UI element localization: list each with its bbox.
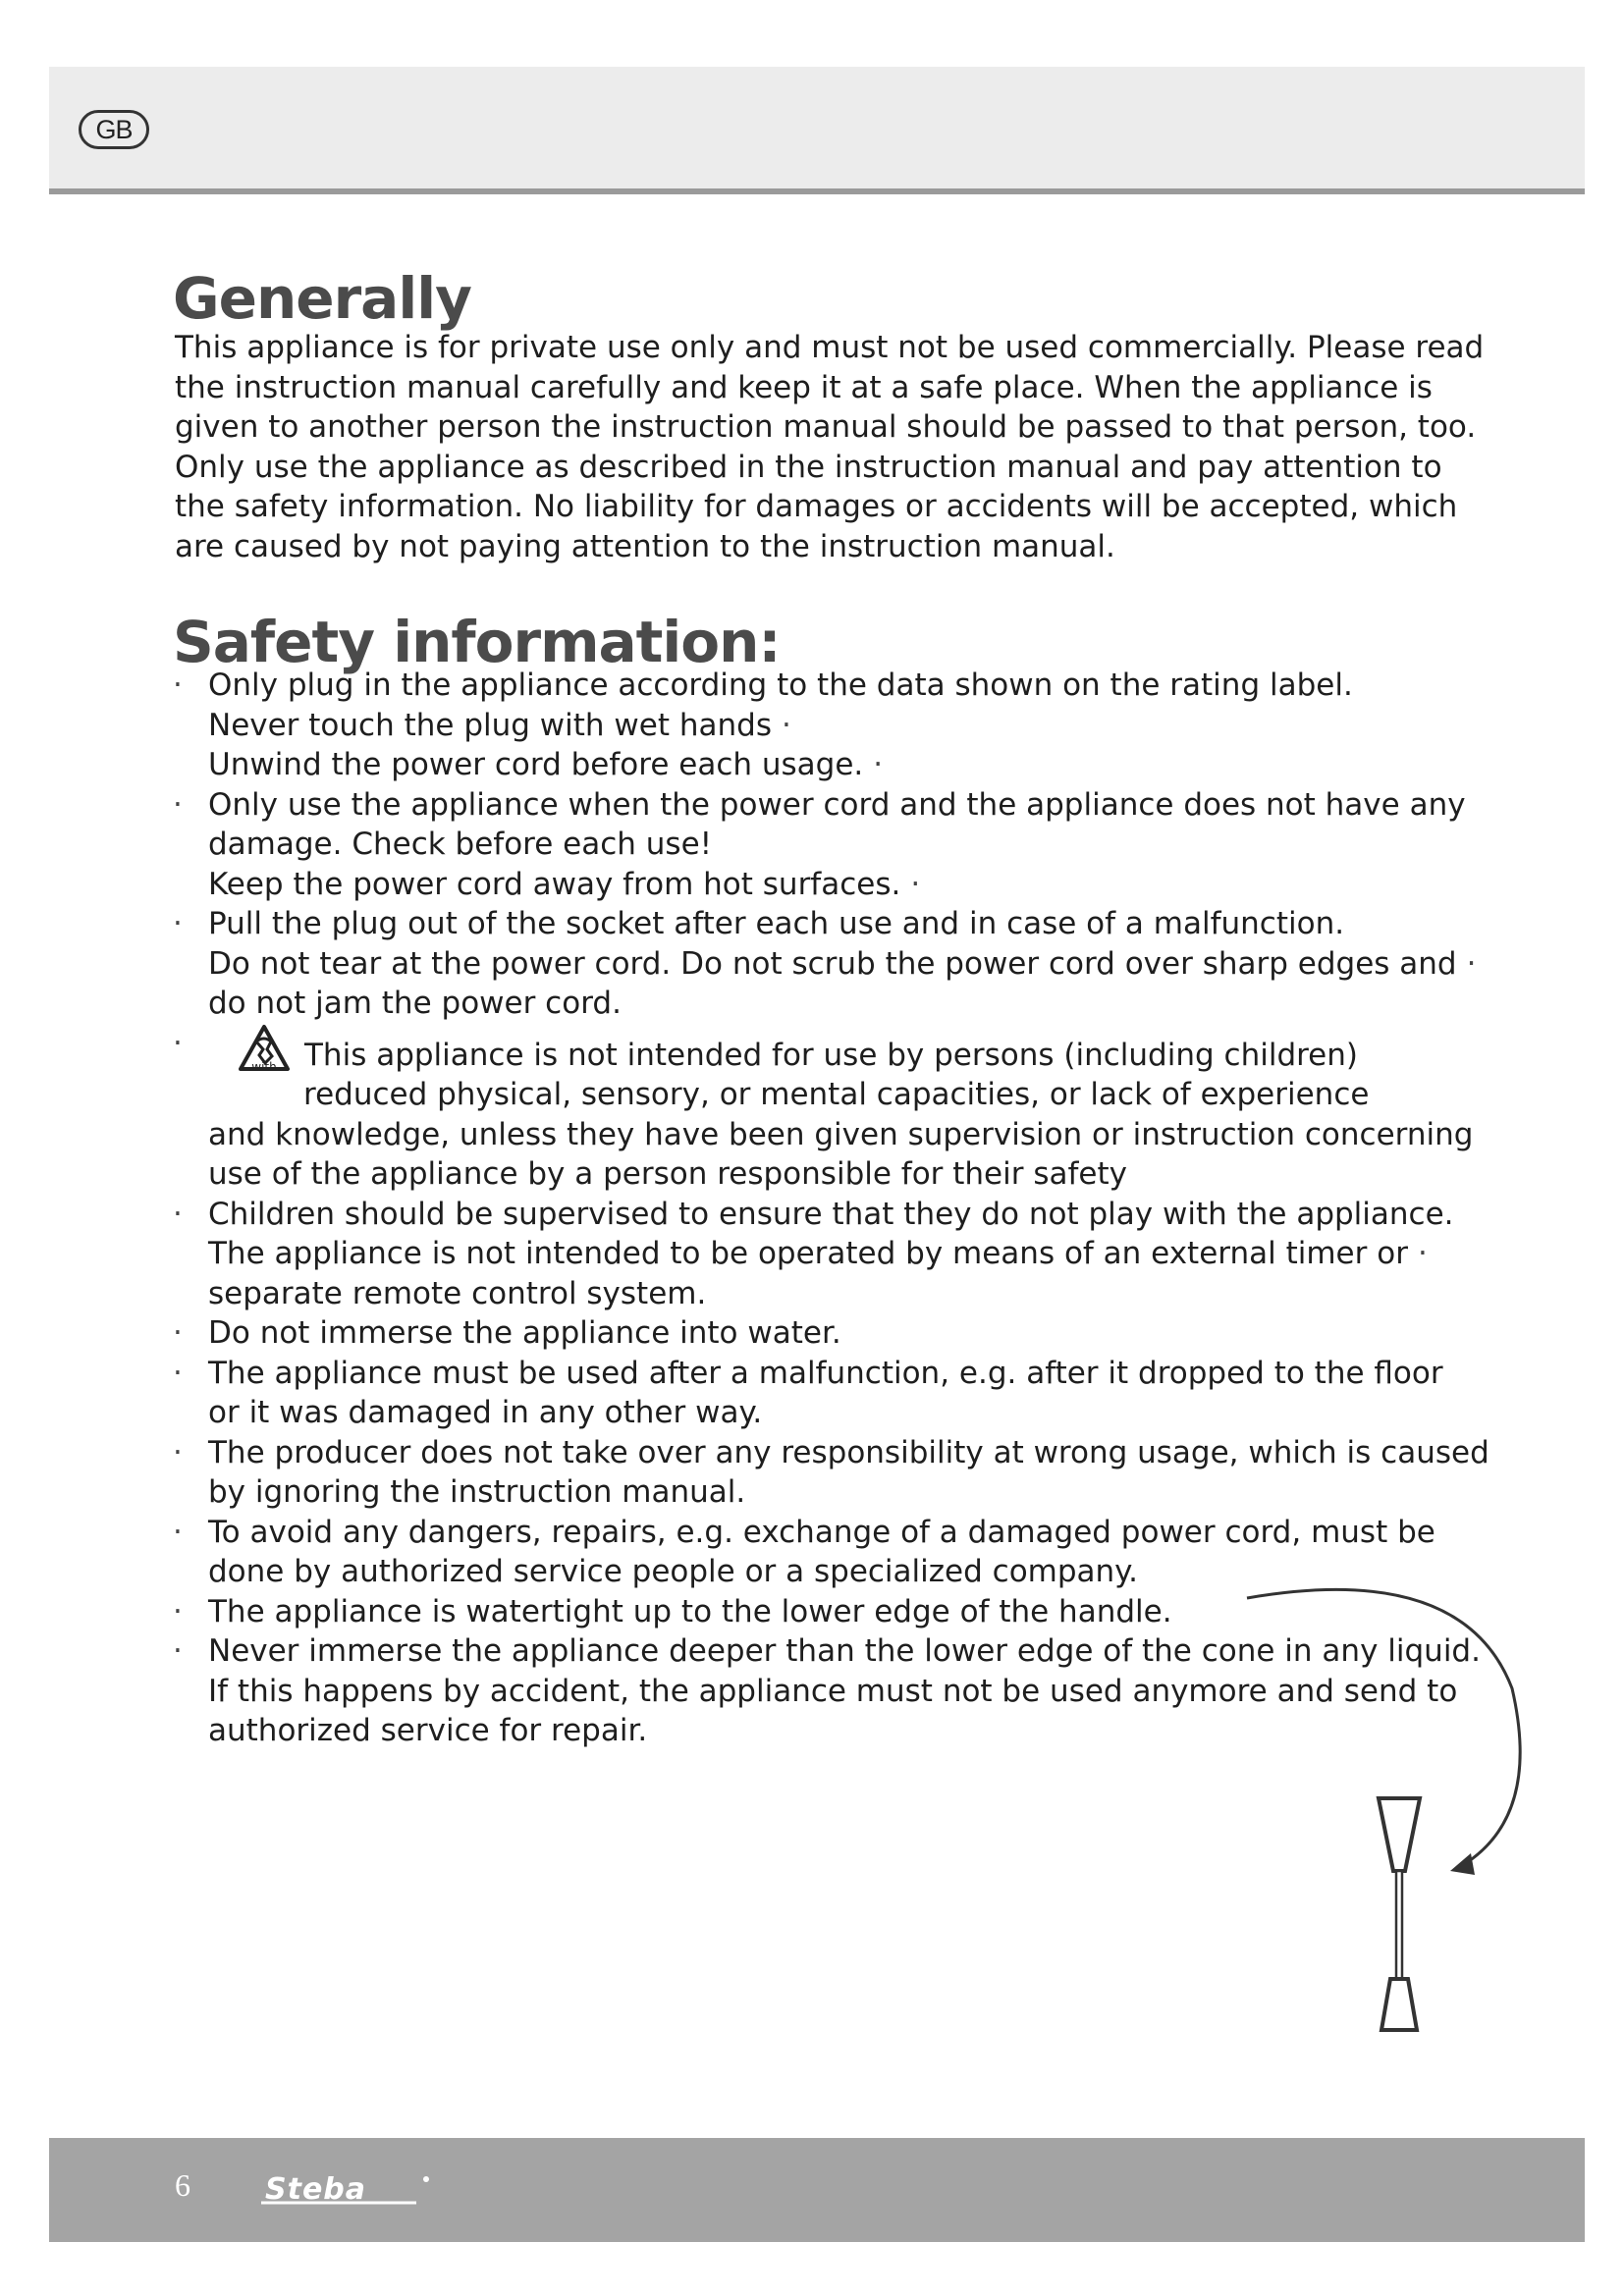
trailing-dot: · [1417, 1236, 1428, 1271]
brand-logo-text: Steba [265, 2172, 367, 2207]
item-line: damage. Check before each use! [208, 827, 713, 862]
bullet-dot: · [173, 667, 183, 703]
item-line: use of the appliance by a person responsible for their safety [208, 1156, 1127, 1192]
upper-cone-shape [1379, 1798, 1420, 1871]
footer-bar [49, 2138, 1585, 2242]
paragraph-line: Only use the appliance as described in the instruction manual and pay attention to [175, 449, 1442, 485]
bullet-dot: · [173, 1514, 183, 1550]
safety-item [173, 666, 1498, 785]
warning-icon-caption: with [251, 1059, 277, 1073]
lower-cone-shape [1381, 1979, 1417, 2030]
item-line: and knowledge, unless they have been given supervision or instruction concerning [208, 1116, 1474, 1152]
safety-heading: Safety information: [173, 609, 781, 675]
item-line: Do not immerse the appliance into water. [208, 1315, 841, 1351]
safety-item [173, 1195, 1498, 1314]
paragraph-line: the instruction manual carefully and keep it at a safe place. When the appliance is [175, 369, 1433, 405]
bullet-dot: · [173, 1593, 183, 1629]
item-line: Pull the plug out of the socket after each use and in case of a malfunction. [208, 906, 1345, 941]
item-line: Only use the appliance when the power cord and the appliance does not have any [208, 786, 1466, 823]
item-line: authorized service for repair. [208, 1713, 648, 1748]
paragraph-line: the safety information. No liability for damages or accidents will be accepted, which [175, 489, 1458, 524]
language-badge: GB [79, 110, 149, 149]
arrow-head-icon [1450, 1853, 1475, 1875]
trailing-dot: · [1466, 945, 1477, 982]
item-line: The appliance is watertight up to the lower edge of the handle. [208, 1593, 1172, 1629]
item-line: separate remote control system. [208, 1275, 707, 1311]
safety-item-warning [173, 1024, 1498, 1195]
hand-blender-cone-illustration [1218, 1571, 1551, 2042]
bullet-dot: · [173, 1355, 183, 1391]
item-line: The appliance must be used after a malfunction, e.g. after it dropped to the floor [208, 1355, 1443, 1391]
item-line: Only plug in the appliance according to the data shown on the rating label. [208, 667, 1353, 703]
safety-item [173, 1313, 1498, 1354]
bullet-dot: · [173, 1196, 183, 1232]
item-line: Keep the power cord away from hot surfaces. [208, 866, 901, 902]
shaft-shape [1396, 1871, 1402, 1979]
item-line: The producer does not take over any responsibility at wrong usage, which is caused [208, 1434, 1489, 1470]
item-line: Children should be supervised to ensure that they do not play with the appliance. [208, 1196, 1454, 1232]
safety-item [173, 785, 1498, 905]
trailing-dot: · [873, 747, 884, 782]
bullet-dot: · [173, 1633, 183, 1669]
item-line: Do not tear at the power cord. Do not scrub the power cord over sharp edges and [208, 945, 1457, 982]
paragraph-line: are caused by not paying attention to the instruction manual. [175, 528, 1115, 564]
trailing-dot: · [781, 707, 791, 743]
warning-triangle-icon [238, 1024, 291, 1073]
item-line: by ignoring the instruction manual. [208, 1474, 746, 1510]
trailing-dot: · [910, 866, 921, 902]
bullet-dot: · [173, 1315, 183, 1351]
paragraph-line: given to another person the instruction manual should be passed to that person, too. [175, 409, 1477, 445]
item-line: To avoid any dangers, repairs, e.g. exchange of a damaged power cord, must be [208, 1514, 1435, 1550]
generally-paragraph [175, 328, 1485, 566]
item-line: The appliance is not intended to be operated by means of an external timer or [208, 1236, 1408, 1271]
item-line: If this happens by accident, the appliance must not be used anymore and send to [208, 1673, 1458, 1709]
bullet-dot: · [173, 906, 183, 941]
item-line: Never touch the plug with wet hands [208, 707, 772, 743]
header-bar [49, 67, 1585, 194]
bullet-dot: · [173, 1025, 183, 1061]
item-line: or it was damaged in any other way. [208, 1395, 763, 1430]
page-number: 6 [175, 2167, 190, 2203]
item-line: do not jam the power cord. [208, 986, 622, 1021]
safety-item [173, 904, 1498, 1024]
bullet-dot: · [173, 786, 183, 823]
item-line: reduced physical, sensory, or mental capacities, or lack of experience [303, 1077, 1370, 1112]
generally-heading: Generally [173, 265, 471, 332]
item-line: Never immerse the appliance deeper than the lower edge of the cone in any liquid. [208, 1633, 1481, 1669]
bullet-dot: · [173, 1434, 183, 1470]
safety-item [173, 1354, 1498, 1433]
safety-item [173, 1433, 1498, 1513]
steba-logo-icon [259, 2165, 465, 2215]
item-line: Unwind the power cord before each usage. [208, 747, 864, 782]
item-line: done by authorized service people or a specialized company. [208, 1554, 1138, 1589]
paragraph-line: This appliance is for private use only and must not be used commercially. Please read [175, 330, 1485, 365]
item-line: This appliance is not intended for use by persons (including children) [304, 1037, 1358, 1073]
